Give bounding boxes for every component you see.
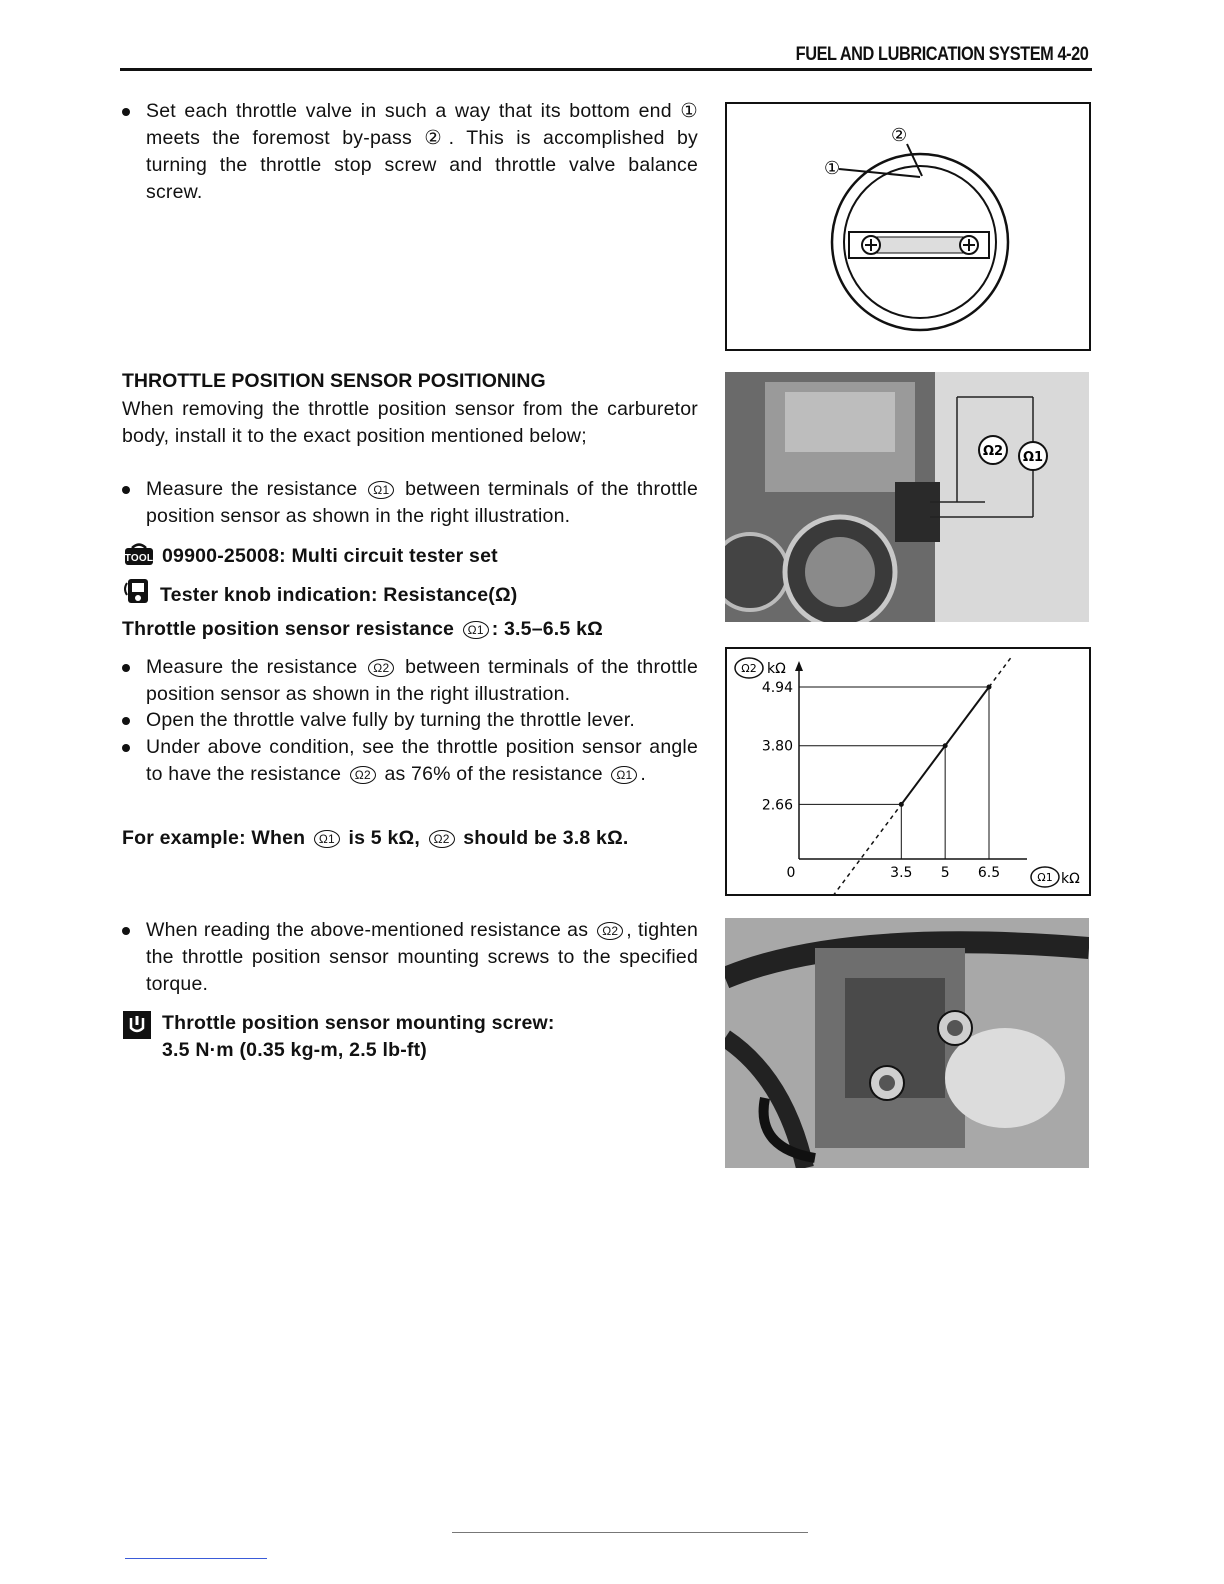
- example-line: [122, 825, 629, 852]
- measure-bullet-1: [122, 476, 698, 530]
- tighten-bullet-text: [146, 917, 698, 998]
- x-tick-label: 0: [786, 865, 796, 881]
- y-tick-label: 4.94: [761, 680, 793, 696]
- x-tick-label: 6.5: [977, 865, 1001, 881]
- tighten-bullet: [122, 917, 698, 998]
- text-part: Measure the resistance: [146, 656, 358, 678]
- bullet-dot: [122, 927, 130, 935]
- knob-line: [122, 577, 518, 609]
- bullet-dot: [122, 108, 130, 116]
- bullet-dot: [122, 486, 130, 494]
- text-part: .: [640, 763, 647, 785]
- resistance-spec: [122, 616, 603, 643]
- text-part: For example: When: [122, 827, 306, 849]
- omega1-symbol: Ω1: [611, 766, 637, 784]
- text-part: Measure the resistance: [146, 478, 358, 500]
- tool-icon-label: TOOL: [124, 553, 154, 564]
- y-axis-unit: kΩ: [767, 661, 786, 677]
- y-axis-symbol: Ω2: [741, 662, 757, 675]
- torque-wrench-icon: [122, 1010, 152, 1040]
- throttle-valve-figure: [725, 102, 1091, 351]
- tester-knob-icon: [122, 577, 152, 605]
- tool-text: 09900-25008: Multi circuit tester set: [162, 545, 498, 567]
- tool-icon: [124, 540, 154, 566]
- text-part: : 3.5–6.5 kΩ: [491, 618, 603, 640]
- omega1-symbol: Ω1: [463, 621, 489, 639]
- throttle-valve-diagram: [727, 104, 1089, 349]
- sensor-photo: [725, 372, 1089, 622]
- dashed-extension-high: [989, 656, 1012, 687]
- measure-bullet-2: [122, 654, 698, 708]
- text-part: When reading the above-mentioned resistance as: [146, 919, 589, 941]
- x-tick-label: 3.5: [890, 865, 913, 881]
- carburetor-illustration: [725, 372, 1089, 622]
- label-2: ②: [891, 125, 908, 146]
- footer-rule: [452, 1532, 808, 1533]
- section-heading: THROTTLE POSITION SENSOR POSITIONING: [122, 370, 546, 392]
- x-axis-unit: kΩ: [1061, 871, 1080, 887]
- omega1-symbol: Ω1: [368, 481, 394, 499]
- tool-line: [124, 540, 498, 570]
- x-axis-label: [1031, 867, 1080, 887]
- text-part: , tighten the throttle position sensor mounting screws to the specified torque.: [146, 919, 699, 995]
- omega2-symbol: Ω2: [597, 922, 623, 940]
- x-axis-symbol: Ω1: [1037, 871, 1053, 884]
- text-part: should be 3.8 kΩ.: [463, 827, 629, 849]
- resistance-chart: [727, 649, 1089, 894]
- data-point-2: [987, 685, 992, 690]
- intro-bullet: [122, 98, 698, 206]
- footer-link-rule: [125, 1558, 267, 1559]
- page-header-title: FUEL AND LUBRICATION SYSTEM 4-20: [795, 44, 1088, 65]
- torque-value: 3.5 N·m (0.35 kg-m, 2.5 lb-ft): [162, 1039, 427, 1061]
- open-throttle-bullet: [122, 707, 698, 734]
- torque-title: Throttle position sensor mounting screw:: [162, 1012, 555, 1034]
- text-part: is 5 kΩ,: [348, 827, 420, 849]
- text-part: between terminals of the throttle position sensor as shown in the right illustration.: [146, 478, 699, 527]
- bullet-dot: [122, 664, 130, 672]
- label-1: ①: [824, 158, 841, 179]
- measure-bullet-1-text: [146, 476, 698, 530]
- text-part: Under above condition, see the throttle position sensor angle to have the resistance: [146, 736, 698, 785]
- mounting-illustration: [725, 918, 1089, 1168]
- data-point-0: [899, 802, 904, 807]
- bullet-dot: [122, 744, 130, 752]
- y-tick-label: 2.66: [761, 797, 793, 814]
- open-throttle-text: Open the throttle valve fully by turning the throttle lever.: [146, 709, 635, 731]
- omega2-symbol: Ω2: [368, 659, 394, 677]
- measure-bullet-2-text: [146, 654, 698, 708]
- omega2-symbol: Ω2: [429, 830, 455, 848]
- knob-text: Tester knob indication: Resistance(Ω): [160, 584, 518, 606]
- omega2-symbol: Ω2: [350, 766, 376, 784]
- section-paragraph: When removing the throttle position sensor from the carburetor body, install it to the exact position mentioned below;: [122, 398, 698, 447]
- y-axis-label: [735, 658, 786, 678]
- y-tick-label: 3.80: [761, 738, 793, 755]
- page-header: [120, 44, 1092, 71]
- angle-bullet: [122, 734, 698, 788]
- bullet-dot: [122, 717, 130, 725]
- omega1-lead-label: Ω1: [1022, 450, 1044, 465]
- text-part: between terminals of the throttle position sensor as shown in the right illustration.: [146, 656, 699, 705]
- intro-bullet-text: Set each throttle valve in such a way that its bottom end ① meets the foremost by-pass ②. This is accomplished by turning the throttle stop screw and throttle valve balance screw.: [146, 100, 698, 203]
- mounting-screw-photo: [725, 918, 1089, 1168]
- x-tick-label: 5: [940, 865, 950, 881]
- text-part: Throttle position sensor resistance: [122, 618, 455, 640]
- omega1-symbol: Ω1: [314, 830, 340, 848]
- text-part: as 76% of the resistance: [384, 763, 603, 785]
- angle-bullet-text: [146, 734, 698, 788]
- resistance-chart-figure: [725, 647, 1091, 896]
- omega2-lead-label: Ω2: [982, 444, 1004, 459]
- data-point-1: [943, 743, 948, 748]
- y-axis-arrow: [795, 661, 803, 671]
